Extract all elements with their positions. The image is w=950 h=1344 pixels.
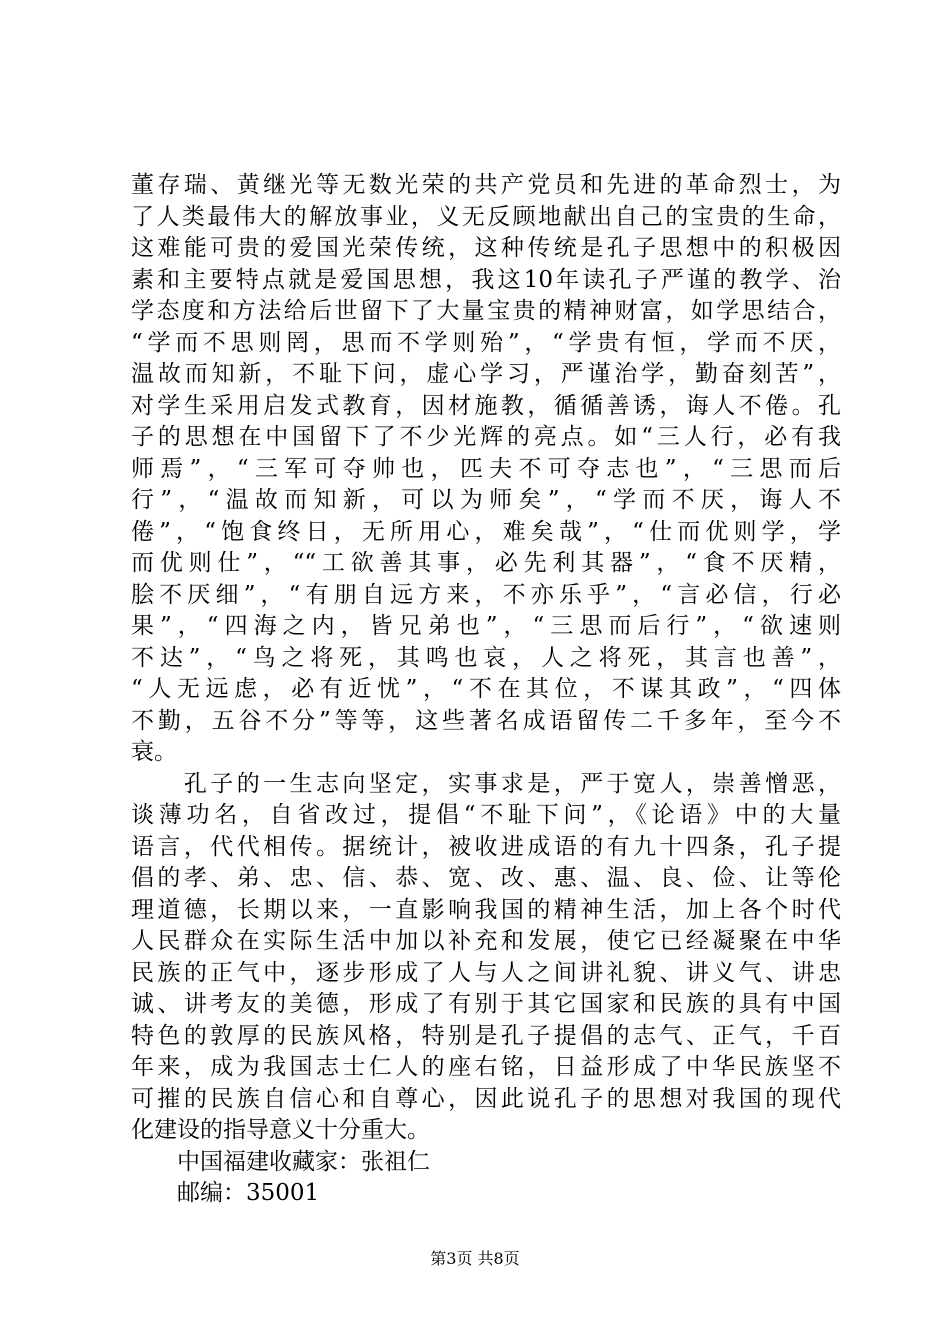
text-line: 董存瑞、黄继光等无数光荣的共产党员和先进的革命烈士，为 xyxy=(131,172,841,198)
document-body xyxy=(131,170,841,1210)
text-line: 温故而知新，不耻下问，虚心学习，严谨治学，勤奋刻苦”， xyxy=(131,361,841,387)
postcode: 邮编：35001 xyxy=(177,1180,320,1206)
text-line: 孔子的一生志向坚定，实事求是，严于宽人，崇善憎恶， xyxy=(131,770,841,797)
text-line: 不勤，五谷不分”等等，这些著名成语留传二千多年，至今不 xyxy=(131,707,841,734)
text-line: 倦”，“饱食终日，无所用心，难矣哉”，“仕而优则学，学 xyxy=(131,518,841,545)
text-line: 师焉”，“三军可夺帅也，匹夫不可夺志也”，“三思而后 xyxy=(131,455,841,482)
text-line: 不达”，“鸟之将死，其鸣也哀，人之将死，其言也善”， xyxy=(131,644,841,671)
text-line: “学而不思则罔，思而不学则殆”，“学贵有恒，学而不厌， xyxy=(131,329,841,356)
text-line: 谈薄功名，自省改过，提倡“不耻下问”，《论语》中的大量 xyxy=(131,802,841,828)
text-line: 子的思想在中国留下了不少光辉的亮点。如“三人行，必有我 xyxy=(131,424,841,450)
text-line: 衰。 xyxy=(131,739,177,765)
page-footer: 第3页 共8页 xyxy=(430,1249,520,1268)
text-line: 诚、讲考友的美德，形成了有别于其它国家和民族的具有中国 xyxy=(131,991,841,1017)
paragraph-2 xyxy=(131,769,841,1147)
text-line: 理道德，长期以来，一直影响我国的精神生活，加上各个时代 xyxy=(131,896,841,923)
text-line: 学态度和方法给后世留下了大量宝贵的精神财富，如学思结合， xyxy=(131,298,841,324)
text-line: 素和主要特点就是爱国思想，我这10年读孔子严谨的教学、治 xyxy=(131,266,841,293)
text-line: 脍不厌细”，“有朋自远方来，不亦乐乎”，“言必信，行必 xyxy=(131,581,841,608)
text-line: 了人类最伟大的解放事业，义无反顾地献出自己的宝贵的生命， xyxy=(131,203,841,230)
text-line: 人民群众在实际生活中加以补充和发展，使它已经凝聚在中华 xyxy=(131,928,841,954)
paragraph-1 xyxy=(131,170,841,769)
text-line: 特色的敦厚的民族风格，特别是孔子提倡的志气、正气，千百 xyxy=(131,1022,841,1049)
text-line: 化建设的指导意义十分重大。 xyxy=(131,1117,430,1143)
text-line: 而优则仕”，““工欲善其事，必先利其器”，“食不厌精， xyxy=(131,550,841,576)
text-line: 行”，“温故而知新，可以为师矣”，“学而不厌，诲人不 xyxy=(131,487,841,513)
text-line: 对学生采用启发式教育，因材施教，循循善诱，诲人不倦。孔 xyxy=(131,392,841,419)
text-line: 这难能可贵的爱国光荣传统，这种传统是孔子思想中的积极因 xyxy=(131,235,841,261)
text-line: 可摧的民族自信心和自尊心，因此说孔子的思想对我国的现代 xyxy=(131,1085,841,1112)
text-line: 年来，成为我国志士仁人的座右铭，日益形成了中华民族坚不 xyxy=(131,1054,841,1080)
text-line: 倡的孝、弟、忠、信、恭、宽、改、惠、温、良、俭、让等伦 xyxy=(131,865,841,891)
text-line: 语言，代代相传。据统计，被收进成语的有九十四条，孔子提 xyxy=(131,833,841,860)
text-line: 民族的正气中，逐步形成了人与人之间讲礼貌、讲义气、讲忠 xyxy=(131,959,841,986)
text-line: 果”，“四海之内，皆兄弟也”，“三思而后行”，“欲速则 xyxy=(131,613,841,639)
author-signature: 中国福建收藏家：张祖仁 xyxy=(177,1148,430,1175)
text-line: “人无远虑，必有近忧”，“不在其位，不谋其政”，“四体 xyxy=(131,676,841,702)
